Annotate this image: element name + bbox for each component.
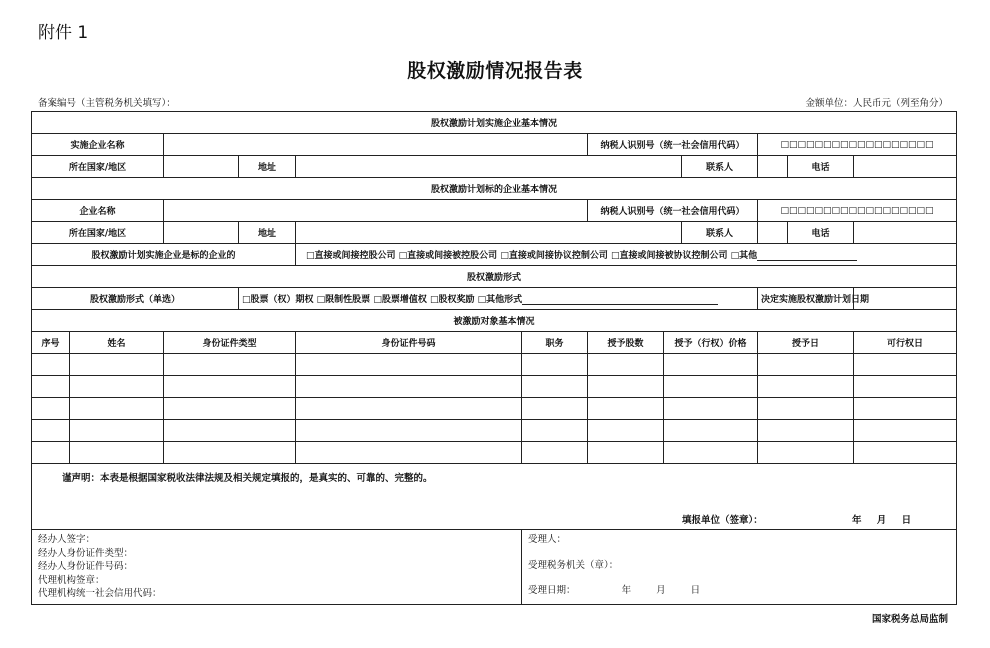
form-option-other[interactable]: □其他形式: [477, 295, 523, 305]
declaration-text: 谨声明：本表是根据国家税收法律法规及相关规定填报的，是真实的、可靠的、完整的。: [62, 473, 433, 484]
cell[interactable]: [854, 354, 957, 376]
form-option-restricted[interactable]: □限制性股票: [316, 295, 371, 305]
currency-unit-label: 金额单位：人民币元（列至角分）: [805, 98, 948, 109]
cell[interactable]: [70, 442, 164, 464]
country-field[interactable]: [164, 156, 239, 178]
country-label: 所在国家/地区: [32, 156, 164, 178]
col-header-seq: 序号: [32, 332, 70, 354]
agency-credit-code[interactable]: 代理机构统一社会信用代码：: [38, 588, 162, 599]
cell[interactable]: [164, 420, 296, 442]
acceptance-date-row: [528, 584, 950, 598]
phone-field[interactable]: [854, 156, 957, 178]
taxpayer-id-boxes[interactable]: □□□□□□□□□□□□□□□□□□: [758, 134, 957, 156]
cell[interactable]: [854, 376, 957, 398]
table-row: [32, 398, 957, 420]
acceptance-box: [522, 530, 957, 605]
impl-name-label: 实施企业名称: [32, 134, 164, 156]
cell[interactable]: [854, 398, 957, 420]
cell[interactable]: [588, 376, 664, 398]
target-contact-label: 联系人: [682, 222, 758, 244]
cell[interactable]: [32, 442, 70, 464]
form-option-award[interactable]: □股权奖励: [429, 295, 475, 305]
target-taxpayer-id-label: 纳税人识别号（统一社会信用代码）: [588, 200, 758, 222]
receiver[interactable]: 受理人：: [528, 534, 567, 545]
cell[interactable]: [664, 420, 758, 442]
target-country-label: 所在国家/地区: [32, 222, 164, 244]
cell[interactable]: [758, 442, 854, 464]
impl-name-field[interactable]: [164, 134, 588, 156]
cell[interactable]: [164, 398, 296, 420]
relation-option-holding[interactable]: □直接或间接控股公司: [306, 251, 396, 261]
agent-info-box: [32, 530, 522, 605]
form-option-options[interactable]: □股票（权）期权: [242, 295, 314, 305]
record-number-label: 备案编号（主管税务机关填写）：: [38, 98, 176, 109]
cell[interactable]: [296, 376, 522, 398]
col-header-name: 姓名: [70, 332, 164, 354]
form-type-label: 股权激励形式（单选）: [32, 288, 239, 310]
col-header-position: 职务: [522, 332, 588, 354]
relation-label: 股权激励计划实施企业是标的企业的: [32, 244, 296, 266]
cell[interactable]: [664, 376, 758, 398]
col-header-id-type: 身份证件类型: [164, 332, 296, 354]
agent-id-number[interactable]: 经办人身份证件号码：: [38, 561, 134, 572]
target-country-field[interactable]: [164, 222, 239, 244]
table-row: [32, 442, 957, 464]
table-row: [32, 376, 957, 398]
cell[interactable]: [758, 354, 854, 376]
cell[interactable]: [70, 398, 164, 420]
declaration-box: [32, 464, 957, 530]
agent-signature[interactable]: 经办人签字：: [38, 534, 96, 545]
section-incentive-form: 股权激励形式: [32, 266, 957, 288]
relation-options: [296, 244, 957, 266]
relation-option-control[interactable]: □直接或间接协议控制公司: [500, 251, 608, 261]
target-taxpayer-id-boxes[interactable]: □□□□□□□□□□□□□□□□□□: [758, 200, 957, 222]
cell[interactable]: [70, 354, 164, 376]
section-recipients: 被激励对象基本情况: [32, 310, 957, 332]
cell[interactable]: [664, 398, 758, 420]
target-address-field[interactable]: [296, 222, 682, 244]
section-target-enterprise: 股权激励计划标的企业基本情况: [32, 178, 957, 200]
cell[interactable]: [296, 398, 522, 420]
cell[interactable]: [664, 442, 758, 464]
cell[interactable]: [854, 420, 957, 442]
target-address-label: 地址: [239, 222, 296, 244]
cell[interactable]: [588, 420, 664, 442]
filing-unit-signature[interactable]: 填报单位（签章）：: [682, 515, 763, 526]
issuer-note: 国家税务总局监制: [871, 614, 948, 625]
cell[interactable]: [522, 420, 588, 442]
address-field[interactable]: [296, 156, 682, 178]
cell[interactable]: [588, 442, 664, 464]
company-name-field[interactable]: [164, 200, 588, 222]
cell[interactable]: [164, 442, 296, 464]
form-title: 股权激励情况报告表: [407, 60, 583, 82]
cell[interactable]: [588, 398, 664, 420]
target-phone-field[interactable]: [854, 222, 957, 244]
contact-field[interactable]: [758, 156, 788, 178]
col-header-price: 授予（行权）价格: [664, 332, 758, 354]
cell[interactable]: [296, 354, 522, 376]
cell[interactable]: [758, 398, 854, 420]
cell[interactable]: [522, 442, 588, 464]
phone-label: 电话: [788, 156, 854, 178]
col-header-grant-date: 授予日: [758, 332, 854, 354]
table-row: [32, 354, 957, 376]
relation-option-held[interactable]: □直接或间接被控股公司: [398, 251, 498, 261]
cell[interactable]: [588, 354, 664, 376]
acceptance-date-units[interactable]: 年 月 日: [621, 585, 701, 596]
relation-other-line[interactable]: [757, 260, 857, 261]
cell[interactable]: [164, 376, 296, 398]
tax-office[interactable]: 受理税务机关（章）：: [528, 559, 619, 571]
col-header-id-number: 身份证件号码: [296, 332, 522, 354]
cell[interactable]: [164, 354, 296, 376]
taxpayer-id-label: 纳税人识别号（统一社会信用代码）: [588, 134, 758, 156]
form-option-sar[interactable]: □股票增值权: [373, 295, 427, 305]
cell[interactable]: [758, 376, 854, 398]
cell[interactable]: [758, 420, 854, 442]
target-contact-field[interactable]: [758, 222, 788, 244]
cell[interactable]: [664, 354, 758, 376]
cell[interactable]: [296, 442, 522, 464]
contact-label: 联系人: [682, 156, 758, 178]
relation-option-other[interactable]: □其他: [730, 251, 758, 261]
cell[interactable]: [32, 420, 70, 442]
cell[interactable]: [32, 354, 70, 376]
agent-id-type[interactable]: 经办人身份证件类型：: [38, 547, 134, 559]
cell[interactable]: [522, 398, 588, 420]
col-header-exercise-date: 可行权日: [854, 332, 957, 354]
cell[interactable]: [70, 420, 164, 442]
cell[interactable]: [854, 442, 957, 464]
cell[interactable]: [522, 354, 588, 376]
table-row: [32, 420, 957, 442]
address-label: 地址: [239, 156, 296, 178]
target-phone-label: 电话: [788, 222, 854, 244]
form-options: [239, 288, 758, 310]
agency-seal[interactable]: 代理机构签章：: [38, 574, 105, 586]
form-other-line[interactable]: [522, 304, 718, 305]
col-header-shares: 授予股数: [588, 332, 664, 354]
cell[interactable]: [522, 376, 588, 398]
decide-date-label: 决定实施股权激励计划日期: [758, 288, 854, 310]
filing-date[interactable]: 年 月 日: [852, 515, 912, 526]
relation-option-controlled[interactable]: □直接或间接被协议控制公司: [610, 251, 728, 261]
company-name-label: 企业名称: [32, 200, 164, 222]
section-implementing-enterprise: 股权激励计划实施企业基本情况: [32, 112, 957, 134]
acceptance-date-label: 受理日期：: [528, 585, 576, 596]
cell[interactable]: [32, 398, 70, 420]
cell[interactable]: [296, 420, 522, 442]
cell[interactable]: [70, 376, 164, 398]
report-form-table: [31, 111, 957, 605]
cell[interactable]: [32, 376, 70, 398]
attachment-label: 附件 1: [38, 23, 89, 43]
